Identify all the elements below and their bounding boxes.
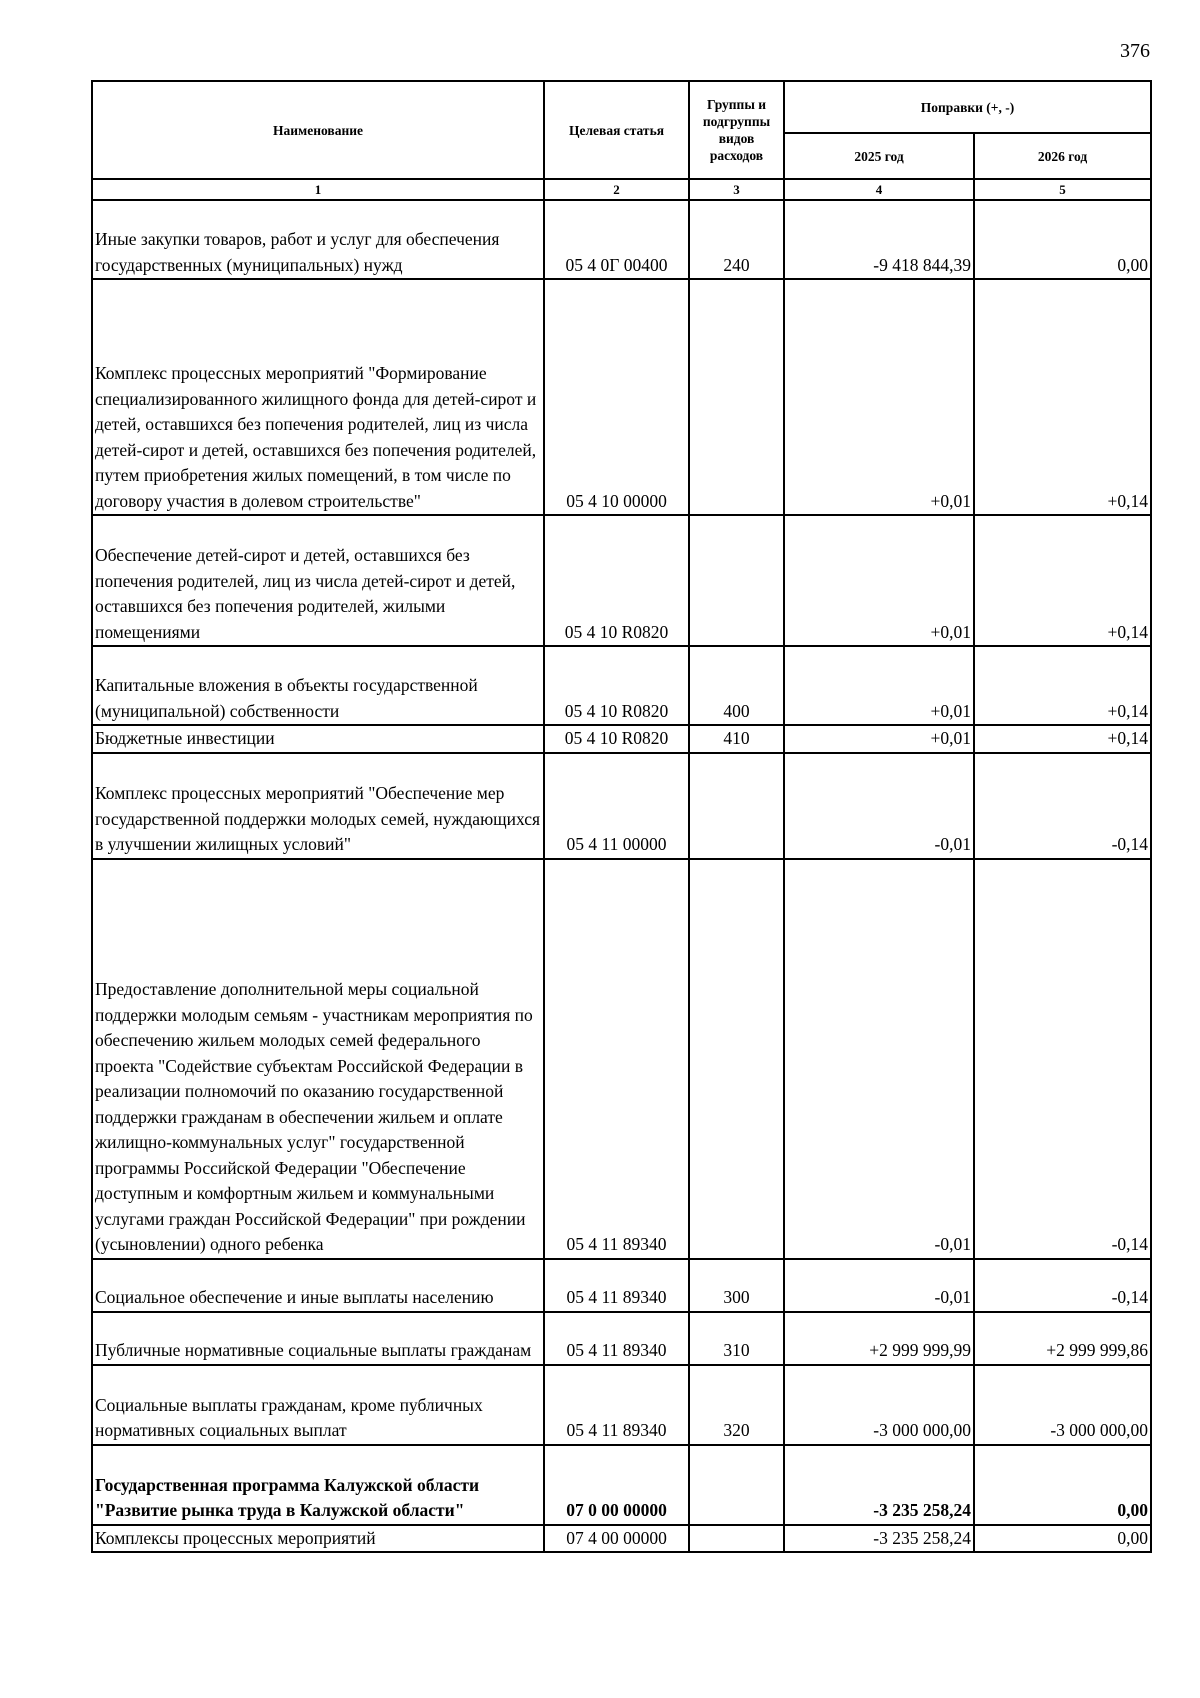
page-number: 376: [1120, 40, 1150, 62]
column-number: 2: [544, 179, 689, 200]
table-row: [92, 1259, 1151, 1312]
row-2026: -0,14: [974, 1259, 1151, 1312]
table-row: [92, 859, 1151, 1259]
row-code: 07 0 00 00000: [544, 1445, 689, 1525]
header-amendments: Поправки (+, -): [784, 81, 1151, 133]
header-groups: Группы и подгруппы видов расходов: [689, 81, 784, 179]
row-2026: -0,14: [974, 859, 1151, 1259]
row-name: Предоставление дополнительной меры социальной поддержки молодым семьям - участникам мероприятия по обеспечению жильем молодых семей федерального проекта "Содействие субъектам Российской Федерации в реализации полномочий по оказанию государственной поддержки гражданам в обеспечении жильем и оплате жилищно-коммунальных услуг" государственной программы Российской Федерации "Обеспечение доступным и комфортным жильем и коммунальными услугами граждан Российской Федерации" при рождении (усыновлении) одного ребенка: [92, 859, 544, 1259]
row-code: 05 4 10 00000: [544, 279, 689, 515]
row-2026: +2 999 999,86: [974, 1312, 1151, 1365]
row-2025: +0,01: [784, 515, 974, 646]
column-number: 3: [689, 179, 784, 200]
row-2025: +0,01: [784, 646, 974, 725]
table-row: [92, 753, 1151, 859]
row-name: Обеспечение детей-сирот и детей, оставшихся без попечения родителей, лиц из числа детей-сирот и детей, оставшихся без попечения родителей, жилыми помещениями: [92, 515, 544, 646]
table-row: [92, 279, 1151, 515]
row-group: [689, 1445, 784, 1525]
row-2026: +0,14: [974, 279, 1151, 515]
header-year-2025: 2025 год: [784, 133, 974, 179]
row-2025: -0,01: [784, 859, 974, 1259]
column-number: 5: [974, 179, 1151, 200]
row-name: Комплекс процессных мероприятий "Обеспечение мер государственной поддержки молодых семей, нуждающихся в улучшении жилищных условий": [92, 753, 544, 859]
row-group: [689, 753, 784, 859]
row-name: Социальное обеспечение и иные выплаты населению: [92, 1259, 544, 1312]
table-row: [92, 1445, 1151, 1525]
row-group: [689, 1525, 784, 1553]
table-row: [92, 515, 1151, 646]
row-code: 05 4 11 00000: [544, 753, 689, 859]
row-2026: +0,14: [974, 725, 1151, 753]
row-2026: 0,00: [974, 1445, 1151, 1525]
row-code: 05 4 10 R0820: [544, 646, 689, 725]
row-code: 05 4 11 89340: [544, 1365, 689, 1445]
table-row: [92, 1525, 1151, 1553]
row-code: 05 4 11 89340: [544, 859, 689, 1259]
row-2025: -9 418 844,39: [784, 200, 974, 279]
row-2025: -3 235 258,24: [784, 1525, 974, 1553]
row-2026: 0,00: [974, 200, 1151, 279]
row-group: 300: [689, 1259, 784, 1312]
row-code: 05 4 11 89340: [544, 1312, 689, 1365]
row-group: 240: [689, 200, 784, 279]
row-group: 400: [689, 646, 784, 725]
row-name: Капитальные вложения в объекты государственной (муниципальной) собственности: [92, 646, 544, 725]
row-code: 07 4 00 00000: [544, 1525, 689, 1553]
column-number: 4: [784, 179, 974, 200]
row-2025: -0,01: [784, 1259, 974, 1312]
row-code: 05 4 10 R0820: [544, 515, 689, 646]
row-name: Бюджетные инвестиции: [92, 725, 544, 753]
table-row: [92, 1365, 1151, 1445]
budget-amendments-table: [91, 80, 1152, 1553]
row-name: Комплексы процессных мероприятий: [92, 1525, 544, 1553]
row-group: [689, 279, 784, 515]
row-2026: +0,14: [974, 515, 1151, 646]
row-2026: -0,14: [974, 753, 1151, 859]
row-group: [689, 515, 784, 646]
row-name: Государственная программа Калужской области "Развитие рынка труда в Калужской области": [92, 1445, 544, 1525]
table-row: [92, 200, 1151, 279]
header-name: Наименование: [92, 81, 544, 179]
row-2025: +0,01: [784, 279, 974, 515]
row-name: Социальные выплаты гражданам, кроме публичных нормативных социальных выплат: [92, 1365, 544, 1445]
row-name: Комплекс процессных мероприятий "Формирование специализированного жилищного фонда для детей-сирот и детей, оставшихся без попечения родителей, лиц из числа детей-сирот и детей, оставшихся без попечения родителей, путем приобретения жилых помещений, в том числе по договору участия в долевом строительстве": [92, 279, 544, 515]
row-group: 410: [689, 725, 784, 753]
row-group: 320: [689, 1365, 784, 1445]
row-2025: -3 235 258,24: [784, 1445, 974, 1525]
row-group: 310: [689, 1312, 784, 1365]
row-2025: +0,01: [784, 725, 974, 753]
row-code: 05 4 11 89340: [544, 1259, 689, 1312]
row-group: [689, 859, 784, 1259]
table-row: [92, 1312, 1151, 1365]
row-2026: +0,14: [974, 646, 1151, 725]
row-code: 05 4 10 R0820: [544, 725, 689, 753]
row-2025: -3 000 000,00: [784, 1365, 974, 1445]
row-2026: -3 000 000,00: [974, 1365, 1151, 1445]
table-row: [92, 725, 1151, 753]
header-year-2026: 2026 год: [974, 133, 1151, 179]
row-name: Иные закупки товаров, работ и услуг для обеспечения государственных (муниципальных) нужд: [92, 200, 544, 279]
header-target-item: Целевая статья: [544, 81, 689, 179]
table-row: [92, 646, 1151, 725]
column-number-row: [92, 179, 1151, 200]
row-name: Публичные нормативные социальные выплаты гражданам: [92, 1312, 544, 1365]
row-code: 05 4 0Г 00400: [544, 200, 689, 279]
row-2026: 0,00: [974, 1525, 1151, 1553]
row-2025: -0,01: [784, 753, 974, 859]
row-2025: +2 999 999,99: [784, 1312, 974, 1365]
column-number: 1: [92, 179, 544, 200]
